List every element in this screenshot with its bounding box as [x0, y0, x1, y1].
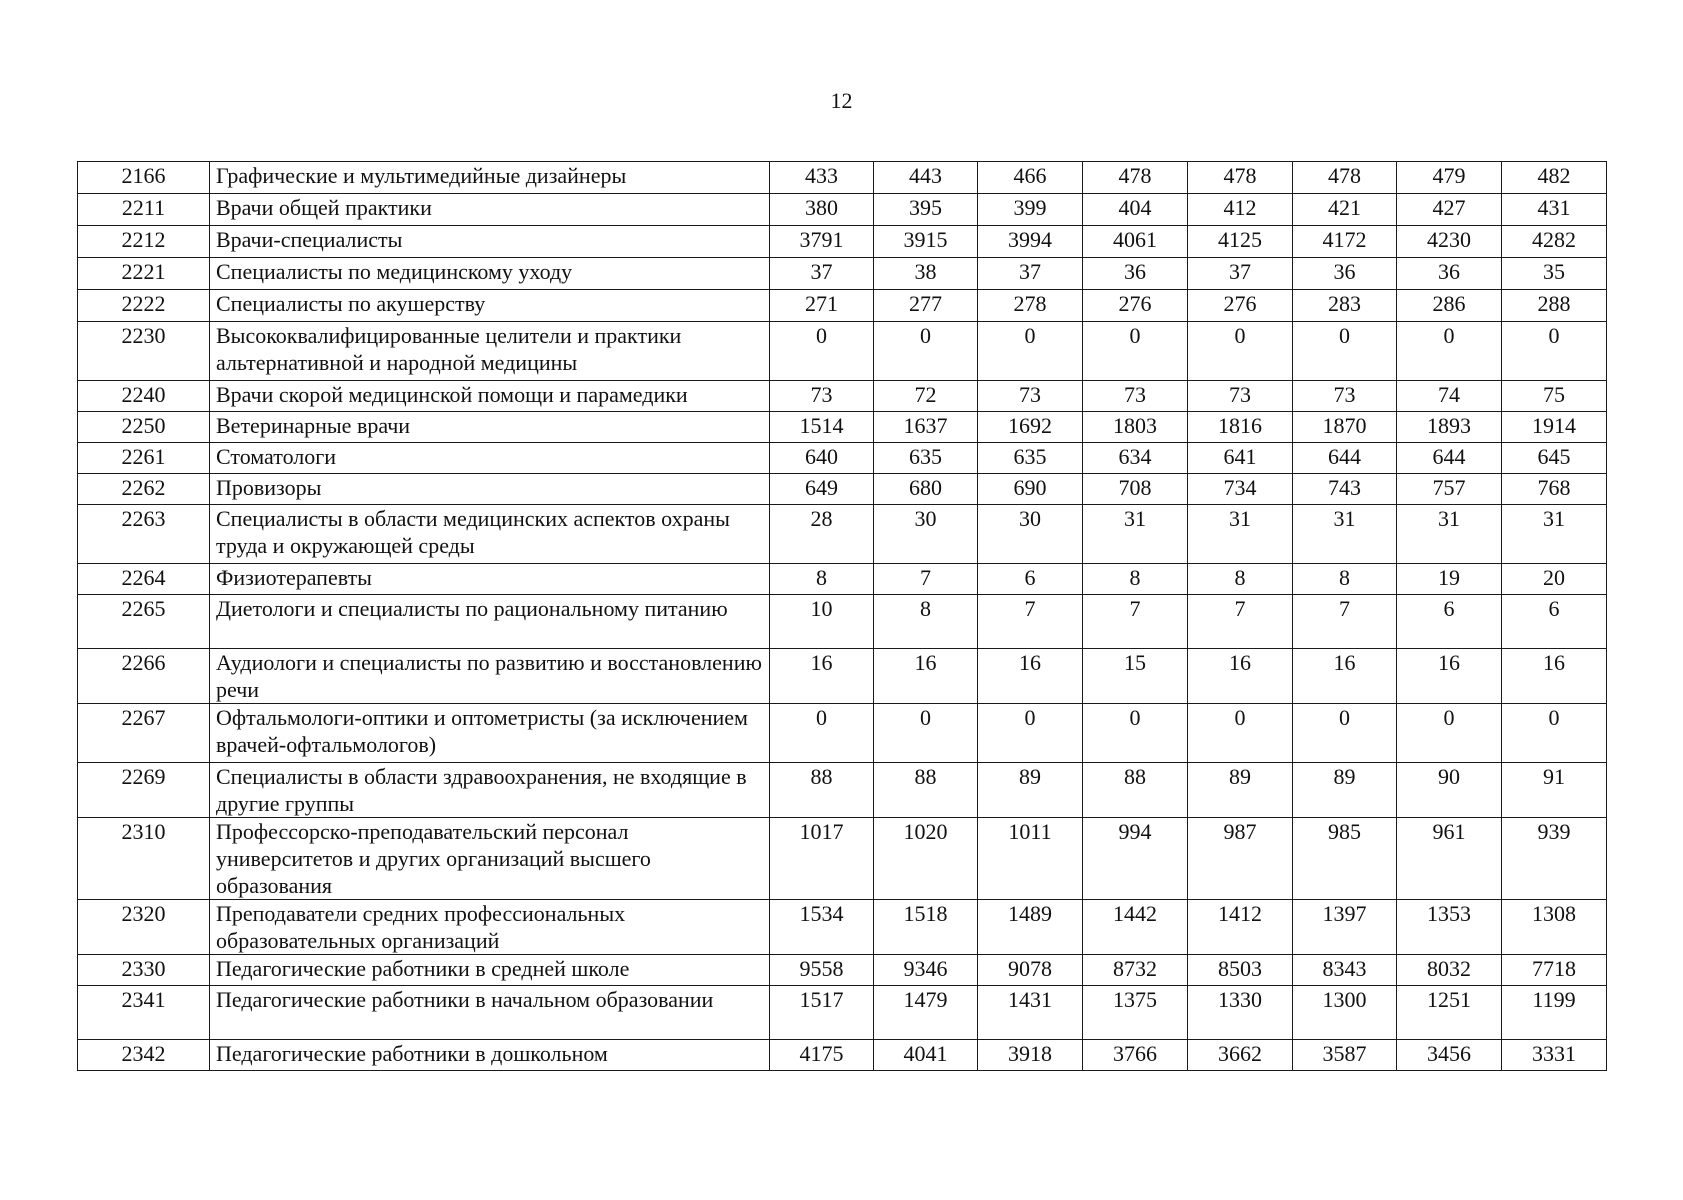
value-cell: 4230: [1397, 226, 1502, 258]
occupation-name-cell: Ветеринарные врачи: [210, 412, 770, 443]
value-cell: 3994: [978, 226, 1083, 258]
value-cell: 1518: [874, 900, 978, 955]
value-cell: 7: [978, 595, 1083, 649]
occupation-name-cell: Врачи общей практики: [210, 194, 770, 226]
occupation-name-cell: Стоматологи: [210, 443, 770, 474]
value-cell: 1803: [1083, 412, 1188, 443]
occupation-code-cell: 2264: [78, 564, 210, 595]
occupation-name-cell: Врачи-специалисты: [210, 226, 770, 258]
value-cell: 645: [1502, 443, 1607, 474]
value-cell: 427: [1397, 194, 1502, 226]
value-cell: 1017: [770, 818, 874, 900]
value-cell: 743: [1293, 474, 1397, 505]
value-cell: 72: [874, 381, 978, 412]
value-cell: 0: [1083, 322, 1188, 381]
value-cell: 271: [770, 290, 874, 322]
value-cell: 1489: [978, 900, 1083, 955]
value-cell: 89: [1293, 763, 1397, 818]
value-cell: 31: [1083, 505, 1188, 564]
value-cell: 88: [770, 763, 874, 818]
value-cell: 0: [1397, 322, 1502, 381]
occupation-code-cell: 2263: [78, 505, 210, 564]
value-cell: 690: [978, 474, 1083, 505]
value-cell: 8032: [1397, 955, 1502, 986]
value-cell: 0: [874, 322, 978, 381]
value-cell: 412: [1188, 194, 1293, 226]
value-cell: 1251: [1397, 986, 1502, 1040]
value-cell: 1397: [1293, 900, 1397, 955]
value-cell: 961: [1397, 818, 1502, 900]
occupation-name-cell: Педагогические работники в начальном образовании: [210, 986, 770, 1040]
occupation-name-cell: Офтальмологи-оптики и оптометристы (за исключением врачей-офтальмологов): [210, 704, 770, 763]
value-cell: 644: [1397, 443, 1502, 474]
value-cell: 7718: [1502, 955, 1607, 986]
table-row: [78, 704, 1607, 763]
value-cell: 88: [874, 763, 978, 818]
value-cell: 16: [874, 649, 978, 704]
value-cell: 31: [1397, 505, 1502, 564]
table-row: [78, 595, 1607, 649]
value-cell: 1199: [1502, 986, 1607, 1040]
table-row: [78, 763, 1607, 818]
table-row: [78, 290, 1607, 322]
value-cell: 8503: [1188, 955, 1293, 986]
value-cell: 88: [1083, 763, 1188, 818]
value-cell: 8732: [1083, 955, 1188, 986]
value-cell: 16: [1397, 649, 1502, 704]
table-row: [78, 322, 1607, 381]
value-cell: 10: [770, 595, 874, 649]
value-cell: 6: [1397, 595, 1502, 649]
occupation-name-cell: Врачи скорой медицинской помощи и парамедики: [210, 381, 770, 412]
value-cell: 734: [1188, 474, 1293, 505]
value-cell: 1300: [1293, 986, 1397, 1040]
value-cell: 3791: [770, 226, 874, 258]
value-cell: 1479: [874, 986, 978, 1040]
value-cell: 0: [770, 704, 874, 763]
occupation-name-cell: Педагогические работники в средней школе: [210, 955, 770, 986]
table-row: [78, 381, 1607, 412]
value-cell: 0: [1188, 704, 1293, 763]
value-cell: 1442: [1083, 900, 1188, 955]
occupation-name-cell: Графические и мультимедийные дизайнеры: [210, 162, 770, 194]
value-cell: 1514: [770, 412, 874, 443]
table-row: [78, 649, 1607, 704]
value-cell: 16: [978, 649, 1083, 704]
value-cell: 0: [1502, 322, 1607, 381]
occupation-code-cell: 2230: [78, 322, 210, 381]
table-row: [78, 900, 1607, 955]
value-cell: 4125: [1188, 226, 1293, 258]
value-cell: 433: [770, 162, 874, 194]
value-cell: 3662: [1188, 1040, 1293, 1071]
value-cell: 36: [1397, 258, 1502, 290]
value-cell: 3587: [1293, 1040, 1397, 1071]
value-cell: 1011: [978, 818, 1083, 900]
value-cell: 89: [978, 763, 1083, 818]
value-cell: 1870: [1293, 412, 1397, 443]
value-cell: 431: [1502, 194, 1607, 226]
occupation-code-cell: 2266: [78, 649, 210, 704]
occupation-name-cell: Физиотерапевты: [210, 564, 770, 595]
occupation-name-cell: Специалисты по акушерству: [210, 290, 770, 322]
value-cell: 0: [1502, 704, 1607, 763]
occupation-forecast-table: [77, 161, 1607, 1071]
value-cell: 4172: [1293, 226, 1397, 258]
occupation-name-cell: Преподаватели средних профессиональных образовательных организаций: [210, 900, 770, 955]
value-cell: 0: [1188, 322, 1293, 381]
value-cell: 19: [1397, 564, 1502, 595]
occupation-code-cell: 2166: [78, 162, 210, 194]
value-cell: 8343: [1293, 955, 1397, 986]
value-cell: 466: [978, 162, 1083, 194]
value-cell: 278: [978, 290, 1083, 322]
value-cell: 73: [1293, 381, 1397, 412]
value-cell: 421: [1293, 194, 1397, 226]
value-cell: 16: [1293, 649, 1397, 704]
occupation-code-cell: 2250: [78, 412, 210, 443]
occupation-code-cell: 2261: [78, 443, 210, 474]
value-cell: 0: [1293, 704, 1397, 763]
occupation-name-cell: Аудиологи и специалисты по развитию и восстановлению речи: [210, 649, 770, 704]
value-cell: 1692: [978, 412, 1083, 443]
value-cell: 8: [1083, 564, 1188, 595]
occupation-name-cell: Специалисты в области здравоохранения, не входящие в другие группы: [210, 763, 770, 818]
occupation-code-cell: 2330: [78, 955, 210, 986]
value-cell: 36: [1083, 258, 1188, 290]
value-cell: 1893: [1397, 412, 1502, 443]
value-cell: 757: [1397, 474, 1502, 505]
value-cell: 16: [770, 649, 874, 704]
value-cell: 482: [1502, 162, 1607, 194]
value-cell: 4175: [770, 1040, 874, 1071]
table-row: [78, 818, 1607, 900]
value-cell: 1637: [874, 412, 978, 443]
value-cell: 478: [1293, 162, 1397, 194]
value-cell: 395: [874, 194, 978, 226]
value-cell: 985: [1293, 818, 1397, 900]
value-cell: 89: [1188, 763, 1293, 818]
value-cell: 73: [770, 381, 874, 412]
table-row: [78, 986, 1607, 1040]
occupation-name-cell: Специалисты в области медицинских аспектов охраны труда и окружающей среды: [210, 505, 770, 564]
occupation-name-cell: Высококвалифицированные целители и практики альтернативной и народной медицины: [210, 322, 770, 381]
value-cell: 4282: [1502, 226, 1607, 258]
value-cell: 1534: [770, 900, 874, 955]
value-cell: 90: [1397, 763, 1502, 818]
value-cell: 644: [1293, 443, 1397, 474]
value-cell: 641: [1188, 443, 1293, 474]
occupation-code-cell: 2262: [78, 474, 210, 505]
table-row: [78, 474, 1607, 505]
value-cell: 640: [770, 443, 874, 474]
value-cell: 37: [978, 258, 1083, 290]
value-cell: 283: [1293, 290, 1397, 322]
value-cell: 37: [770, 258, 874, 290]
value-cell: 7: [1083, 595, 1188, 649]
value-cell: 8: [874, 595, 978, 649]
value-cell: 7: [1293, 595, 1397, 649]
value-cell: 1308: [1502, 900, 1607, 955]
value-cell: 0: [770, 322, 874, 381]
value-cell: 31: [1293, 505, 1397, 564]
value-cell: 7: [874, 564, 978, 595]
value-cell: 28: [770, 505, 874, 564]
occupation-code-cell: 2211: [78, 194, 210, 226]
occupation-code-cell: 2267: [78, 704, 210, 763]
value-cell: 478: [1188, 162, 1293, 194]
value-cell: 3331: [1502, 1040, 1607, 1071]
table-row: [78, 194, 1607, 226]
value-cell: 38: [874, 258, 978, 290]
value-cell: 73: [1083, 381, 1188, 412]
value-cell: 1353: [1397, 900, 1502, 955]
table-row: [78, 258, 1607, 290]
value-cell: 1517: [770, 986, 874, 1040]
value-cell: 3918: [978, 1040, 1083, 1071]
value-cell: 0: [978, 704, 1083, 763]
value-cell: 708: [1083, 474, 1188, 505]
value-cell: 276: [1083, 290, 1188, 322]
value-cell: 478: [1083, 162, 1188, 194]
value-cell: 3456: [1397, 1040, 1502, 1071]
value-cell: 288: [1502, 290, 1607, 322]
value-cell: 8: [770, 564, 874, 595]
value-cell: 680: [874, 474, 978, 505]
value-cell: 404: [1083, 194, 1188, 226]
value-cell: 479: [1397, 162, 1502, 194]
value-cell: 443: [874, 162, 978, 194]
value-cell: 73: [1188, 381, 1293, 412]
table-row: [78, 443, 1607, 474]
value-cell: 73: [978, 381, 1083, 412]
value-cell: 16: [1188, 649, 1293, 704]
value-cell: 649: [770, 474, 874, 505]
value-cell: 0: [978, 322, 1083, 381]
occupation-name-cell: Педагогические работники в дошкольном: [210, 1040, 770, 1071]
table-row: [78, 162, 1607, 194]
value-cell: 8: [1293, 564, 1397, 595]
occupation-code-cell: 2240: [78, 381, 210, 412]
occupation-name-cell: Диетологи и специалисты по рациональному питанию: [210, 595, 770, 649]
value-cell: 0: [1397, 704, 1502, 763]
value-cell: 9346: [874, 955, 978, 986]
value-cell: 75: [1502, 381, 1607, 412]
table-row: [78, 226, 1607, 258]
occupation-code-cell: 2265: [78, 595, 210, 649]
occupation-code-cell: 2342: [78, 1040, 210, 1071]
value-cell: 1412: [1188, 900, 1293, 955]
value-cell: 939: [1502, 818, 1607, 900]
occupation-code-cell: 2341: [78, 986, 210, 1040]
value-cell: 31: [1188, 505, 1293, 564]
value-cell: 1816: [1188, 412, 1293, 443]
value-cell: 0: [1083, 704, 1188, 763]
value-cell: 8: [1188, 564, 1293, 595]
value-cell: 20: [1502, 564, 1607, 595]
value-cell: 6: [1502, 595, 1607, 649]
value-cell: 635: [874, 443, 978, 474]
table-row: [78, 955, 1607, 986]
value-cell: 635: [978, 443, 1083, 474]
value-cell: 399: [978, 194, 1083, 226]
value-cell: 4041: [874, 1040, 978, 1071]
value-cell: 1431: [978, 986, 1083, 1040]
value-cell: 0: [874, 704, 978, 763]
occupation-code-cell: 2221: [78, 258, 210, 290]
table-row: [78, 505, 1607, 564]
occupation-name-cell: Специалисты по медицинскому уходу: [210, 258, 770, 290]
occupation-code-cell: 2320: [78, 900, 210, 955]
value-cell: 768: [1502, 474, 1607, 505]
value-cell: 987: [1188, 818, 1293, 900]
table-row: [78, 412, 1607, 443]
value-cell: 7: [1188, 595, 1293, 649]
value-cell: 9078: [978, 955, 1083, 986]
occupation-code-cell: 2212: [78, 226, 210, 258]
value-cell: 1330: [1188, 986, 1293, 1040]
occupation-code-cell: 2222: [78, 290, 210, 322]
value-cell: 1375: [1083, 986, 1188, 1040]
value-cell: 276: [1188, 290, 1293, 322]
value-cell: 277: [874, 290, 978, 322]
occupation-name-cell: Провизоры: [210, 474, 770, 505]
value-cell: 9558: [770, 955, 874, 986]
value-cell: 6: [978, 564, 1083, 595]
value-cell: 36: [1293, 258, 1397, 290]
table-row: [78, 564, 1607, 595]
page-number: 12: [830, 88, 853, 113]
value-cell: 35: [1502, 258, 1607, 290]
occupation-name-cell: Профессорско-преподавательский персонал университетов и других организаций высшего образования: [210, 818, 770, 900]
value-cell: 0: [1293, 322, 1397, 381]
occupation-code-cell: 2269: [78, 763, 210, 818]
value-cell: 15: [1083, 649, 1188, 704]
value-cell: 1914: [1502, 412, 1607, 443]
value-cell: 286: [1397, 290, 1502, 322]
value-cell: 37: [1188, 258, 1293, 290]
value-cell: 634: [1083, 443, 1188, 474]
occupation-code-cell: 2310: [78, 818, 210, 900]
value-cell: 74: [1397, 381, 1502, 412]
value-cell: 1020: [874, 818, 978, 900]
value-cell: 30: [874, 505, 978, 564]
value-cell: 3915: [874, 226, 978, 258]
value-cell: 91: [1502, 763, 1607, 818]
value-cell: 4061: [1083, 226, 1188, 258]
value-cell: 31: [1502, 505, 1607, 564]
value-cell: 380: [770, 194, 874, 226]
table-row: [78, 1040, 1607, 1071]
value-cell: 994: [1083, 818, 1188, 900]
value-cell: 30: [978, 505, 1083, 564]
value-cell: 3766: [1083, 1040, 1188, 1071]
value-cell: 16: [1502, 649, 1607, 704]
